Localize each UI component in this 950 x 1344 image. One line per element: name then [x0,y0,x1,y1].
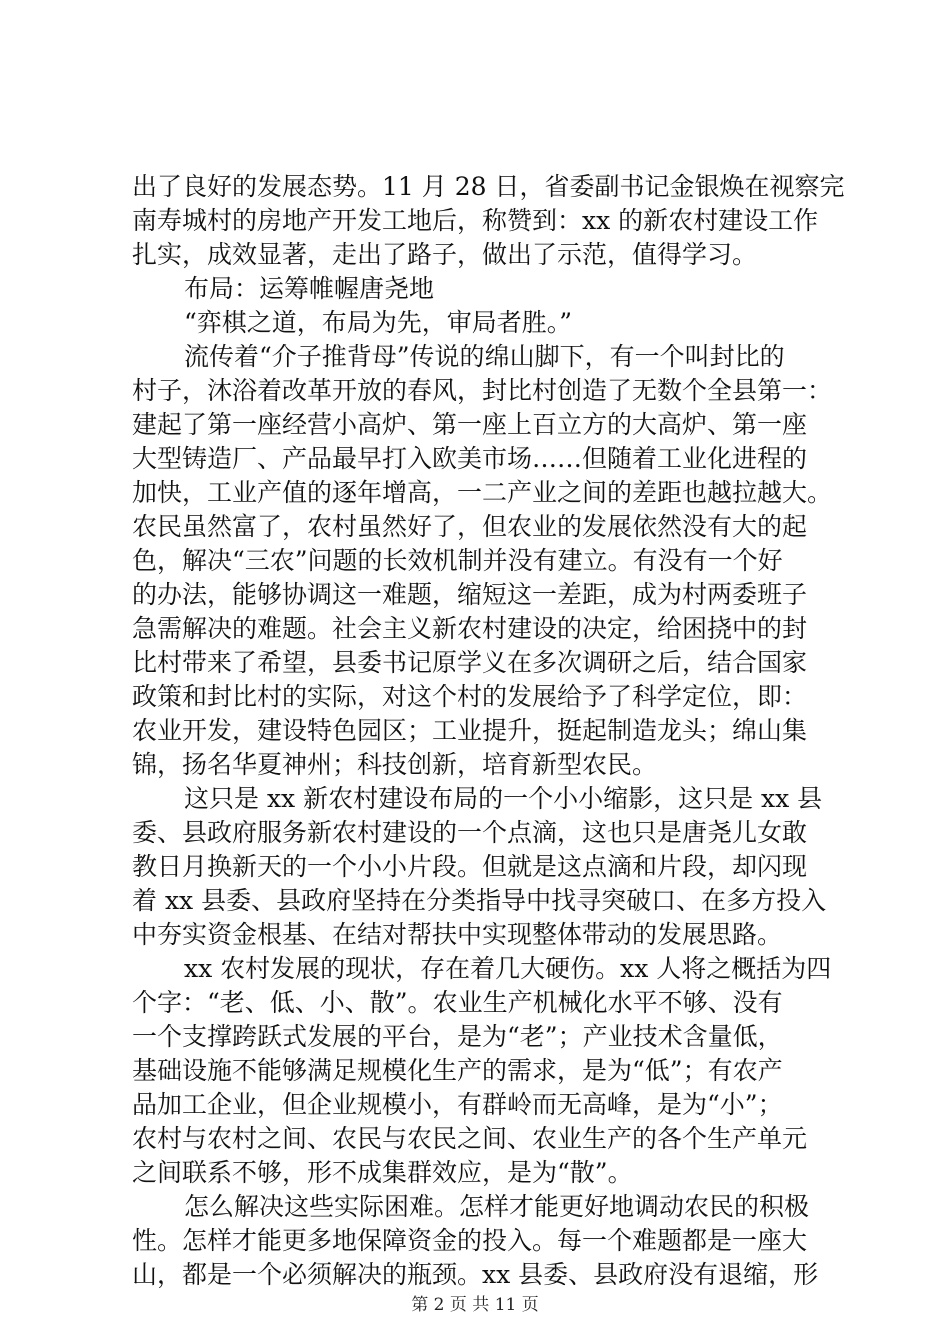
text-line: 加快，工业产值的逐年增高，一二产业之间的差距也越拉越大。 [132,478,833,507]
text-line: 农民虽然富了，农村虽然好了，但农业的发展依然没有大的起 [132,512,808,541]
text-line: 流传着“介子推背母”传说的绵山脚下，有一个叫封比的 [184,342,785,371]
text-line: 教日月换新天的一个小小片段。但就是这点滴和片段，却闪现 [132,852,808,881]
page-number: 第 2 页 共 11 页 [411,1295,539,1315]
quote-line: “弈棋之道，布局为先，审局者胜。” [184,308,573,337]
text-line: 村子，沐浴着改革开放的春风，封比村创造了无数个全县第一： [132,376,833,405]
text-line: 之间联系不够，形不成集群效应，是为“散”。 [132,1158,633,1187]
text-line: 一个支撑跨跃式发展的平台，是为“老”；产业技术含量低， [132,1022,783,1051]
text-line: 比村带来了希望，县委书记原学义在多次调研之后，结合国家 [132,648,808,677]
text-line: 大型铸造厂、产品最早打入欧美市场……但随着工业化进程的 [132,444,808,473]
text-line: 怎么解决这些实际困难。怎样才能更好地调动农民的积极 [184,1192,810,1221]
text-line: 这只是 xx 新农村建设布局的一个小小缩影，这只是 xx 县 [184,784,823,813]
text-line: 个字：“老、低、小、散”。农业生产机械化水平不够、没有 [132,988,783,1017]
text-line: 委、县政府服务新农村建设的一个点滴，这也只是唐尧儿女敢 [132,818,808,847]
text-line: 性。怎样才能更多地保障资金的投入。每一个难题都是一座大 [132,1226,808,1255]
text-line: 山，都是一个必须解决的瓶颈。xx 县委、县政府没有退缩，形 [132,1260,819,1289]
text-line: 色，解决“三农”问题的长效机制并没有建立。有没有一个好 [132,546,783,575]
text-line: 农业开发，建设特色园区；工业提升，挺起制造龙头；绵山集 [132,716,808,745]
text-line: 政策和封比村的实际，对这个村的发展给予了科学定位，即： [132,682,808,711]
text-line: 农村与农村之间、农民与农民之间、农业生产的各个生产单元 [132,1124,808,1153]
text-line: 基础设施不能够满足规模化生产的需求，是为“低”；有农产 [132,1056,783,1085]
text-line: 锦，扬名华夏神州；科技创新，培育新型农民。 [132,750,658,779]
text-line: 南寿城村的房地产开发工地后，称赞到：xx 的新农村建设工作 [132,206,819,235]
text-line: 扎实，成效显著，走出了路子，做出了示范，值得学习。 [132,240,758,269]
text-line: xx 农村发展的现状，存在着几大硬伤。xx 人将之概括为四 [184,954,832,983]
document-body [132,170,852,1292]
text-line: 品加工企业，但企业规模小，有群岭而无高峰，是为“小”； [132,1090,783,1119]
section-heading: 布局：运筹帷幄唐尧地 [184,274,435,303]
text-line: 着 xx 县委、县政府坚持在分类指导中找寻突破口、在多方投入 [132,886,827,915]
text-line: 中夯实资金根基、在结对帮扶中实现整体带动的发展思路。 [132,920,783,949]
text-line: 急需解决的难题。社会主义新农村建设的决定，给困挠中的封 [132,614,808,643]
text-line: 出了良好的发展态势。11 月 28 日，省委副书记金银焕在视察完 [132,172,845,201]
text-line: 建起了第一座经营小高炉、第一座上百立方的大高炉、第一座 [132,410,808,439]
text-line: 的办法，能够协调这一难题，缩短这一差距，成为村两委班子 [132,580,808,609]
